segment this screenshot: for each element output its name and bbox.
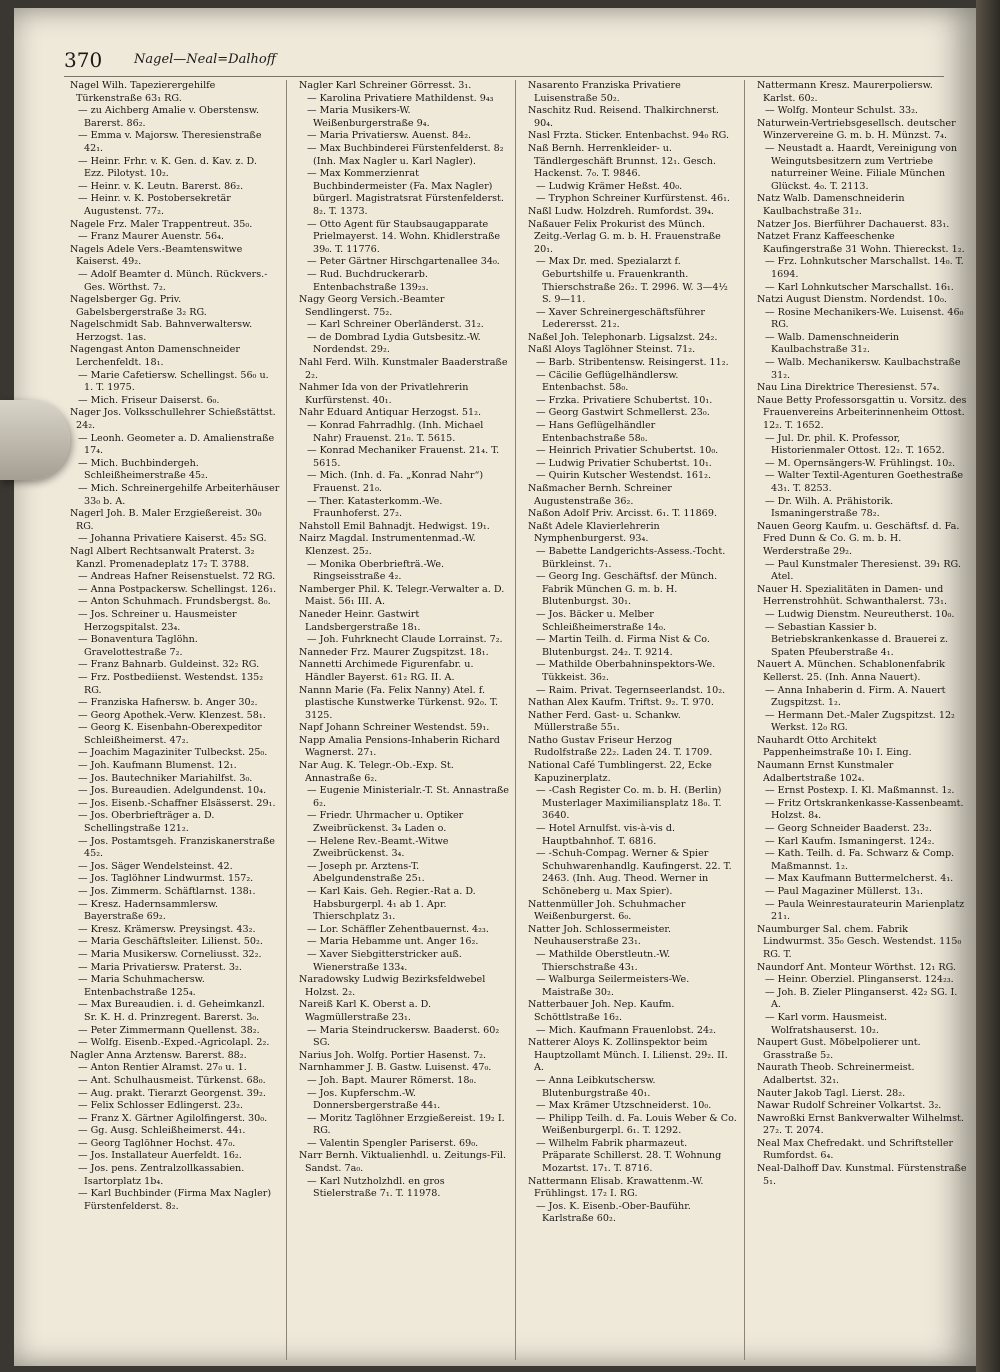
directory-entry: — Rud. Buchdruckerarb. Entenbachstraße 139₂₃. <box>307 268 429 293</box>
directory-entry: Nauert A. München. Schablonenfabrik Kellerst. 25. (Inh. Anna Nauert). <box>757 659 945 683</box>
directory-entry: — Kresz. Krämersw. Preysingst. 43₂. <box>78 923 256 935</box>
directory-entry: Napf Johann Schreiner Westendst. 59₁. <box>299 722 490 734</box>
directory-entry: — zu Aichberg Amalie v. Oberstensw. Barerst. 86₂. <box>78 105 260 129</box>
directory-entry: — Karl Kais. Geh. Regier.-Rat a. D. Habsburgerpl. 4₁ ab 1. Apr. Thierschplatz 3₁. <box>307 886 476 923</box>
directory-entry: Naßmacher Bernh. Schreiner Augustenstraße 36₂. <box>528 483 672 507</box>
directory-entry: — Franz Maurer Auenstr. 56₄. <box>78 231 224 243</box>
directory-entry: — Maria Steindruckersw. Baaderst. 60₂ SG. <box>307 1024 500 1049</box>
directory-entry: Nagele Frz. Maler Trappentreut. 35₀. <box>70 218 253 230</box>
directory-entry: — Walb. Damenschneiderin Kaulbachstraße 31₂. <box>765 331 900 356</box>
directory-entry: — Jos. Oberbriefträger a. D. Schellingstraße 121₂. <box>78 810 215 835</box>
directory-entry: — Heinr. v. K. Postobersekretär Augustenst. 77₂. <box>78 193 231 217</box>
directory-entry: — Rosine Mechanikers-We. Luisenst. 46₀ RG. <box>765 306 964 331</box>
directory-entry: — Georg Ing. Geschäftsf. der Münch. Fabrik München G. m. b. H. Blutenburgst. 30₁. <box>536 571 718 608</box>
directory-entry: Naßauer Felix Prokurist des Münch. Zeitg.-Verlag G. m. b. H. Frauenstraße 20₁. <box>528 218 721 255</box>
directory-entry: — Franz Bahnarb. Guldeinst. 32₂ RG. <box>78 659 260 671</box>
directory-entry: — Maria Privatiersw. Auenst. 84₂. <box>307 130 472 142</box>
directory-entry: — Joh. B. Zieler Plinganserst. 42₂ SG. I. A. <box>765 986 958 1011</box>
directory-entry: Nannn Marie (Fa. Felix Nanny) Atel. f. plastische Kunstwerke Türkenst. 92₀. T. 3125. <box>299 684 498 721</box>
directory-entry: — -Schuh-Compag. Werner & Spier Schuhwarenhandlg. Kaufingerst. 22. T. 2463. (Inh. Aug. Theod. Werner in Schöneberg u. Max Spier). <box>536 848 732 897</box>
directory-entry: Nannetti Archimede Figurenfabr. u. Händler Bayerst. 61₂ RG. II. A. <box>299 659 474 683</box>
directory-entry: Nagel Wilh. Tapezierergehilfe Türkenstraße 63₁ RG. <box>70 80 216 104</box>
directory-entry: — Joh. Kaufmann Blumenst. 12₁. <box>78 760 237 772</box>
directory-entry: Nattermann Kresz. Maurerpoliersw. Karlst. 60₂. <box>757 80 933 104</box>
directory-entry: Naschitz Rud. Reisend. Thalkirchnerst. 90₄. <box>528 105 719 129</box>
directory-entry: — Jos. Schreiner u. Hausmeister Herzogspitalst. 23₄. <box>78 608 237 633</box>
directory-entry: Nattermann Elisab. Krawattenm.-W. Frühlingst. 17₂ I. RG. <box>528 1175 704 1200</box>
directory-entry: — Heinr. v. K. Leutn. Barerst. 86₂. <box>78 180 244 192</box>
directory-entry: — Walter Textil-Agenturen Goethestraße 43₁. T. 8253. <box>765 470 964 494</box>
directory-entry: — Philipp Teilh. d. Fa. Louis Weber & Co. Weißenburgerpl. 6₁. T. 1292. <box>536 1112 737 1137</box>
directory-entry: — Ant. Schulhausmeist. Türkenst. 68₀. <box>78 1074 266 1086</box>
directory-entry: — Jos. Bautechniker Mariahilfst. 3₀. <box>78 772 253 784</box>
directory-entry: Naßl Aloys Taglöhner Steinst. 71₂. <box>528 344 696 356</box>
directory-entry: — Valentin Spengler Pariserst. 69₀. <box>307 1137 479 1149</box>
column-4 <box>751 80 974 1360</box>
directory-entry: Naßon Adolf Priv. Arcisst. 6₁. T. 11869. <box>528 508 717 520</box>
directory-entry: Nauter Jakob Tagl. Lierst. 28₂. <box>757 1087 906 1099</box>
directory-entry: — Karl Schreiner Oberländerst. 31₂. <box>307 319 484 331</box>
directory-entry: — Hans Geflügelhändler Entenbachstraße 58₀. <box>536 420 656 444</box>
directory-columns <box>64 80 974 1360</box>
directory-entry: — Jos. Bäcker u. Melber Schleißheimerstraße 14₀. <box>536 608 666 633</box>
directory-entry: — M. Opernsängers-W. Frühlingst. 10₂. <box>765 457 956 469</box>
directory-entry: — Anton Rentier Alramst. 27₀ u. 1. <box>78 1062 247 1074</box>
directory-entry: Napp Amalia Pensions-Inhaberin Richard Wagnerst. 27₁. <box>299 734 500 759</box>
adjacent-page-edge <box>976 0 1000 1372</box>
directory-entry: Nairz Magdal. Instrumentenmad.-W. Klenzest. 25₂. <box>299 533 476 557</box>
directory-entry: — Karl Lohnkutscher Marschallst. 16₁. <box>765 281 954 293</box>
directory-entry: Nathan Alex Kaufm. Triftst. 9₂. T. 970. <box>528 697 714 709</box>
directory-entry: — Jos. Bureaudien. Adelgundenst. 10₄. <box>78 785 267 797</box>
directory-entry: — Emma v. Majorsw. Theresienstraße 42₁. <box>78 130 262 154</box>
directory-entry: — Bonaventura Taglöhn. Gravelottestraße 7₂. <box>78 634 198 658</box>
directory-entry: Naturwein-Vertriebsgesellsch. deutscher Winzervereine G. m. b. H. Münzst. 7₄. <box>757 117 956 142</box>
directory-entry: — Barb. Stribentensw. Reisingerst. 11₂. <box>536 357 729 369</box>
directory-entry: — Heinr. Oberziel. Plinganserst. 124₂₃. <box>765 974 954 986</box>
directory-entry: — Mathilde Oberstleutn.-W. Thierschstraße 43₁. <box>536 948 671 973</box>
directory-entry: — Kath. Teilh. d. Fa. Schwarz & Comp. Maßmannst. 1₂. <box>765 848 955 872</box>
directory-entry: — Heinrich Privatier Schubertst. 10₀. <box>536 445 719 457</box>
directory-entry: — Franz X. Gärtner Agilolfingerst. 30₀. <box>78 1112 268 1124</box>
directory-entry: — Mich. Friseur Daiserst. 6₀. <box>78 394 220 406</box>
directory-entry: — Max Buchbinderei Fürstenfelderst. 8₂ (Inh. Max Nagler u. Karl Nagler). <box>307 142 504 167</box>
directory-entry: Naupert Gust. Möbelpolierer unt. Grasstraße 5₂. <box>757 1037 921 1061</box>
directory-entry: — Jos. Taglöhner Lindwurmst. 157₂. <box>78 873 254 885</box>
directory-entry: Nahstoll Emil Bahnadjt. Hedwigst. 19₁. <box>299 520 490 532</box>
column-2 <box>293 80 516 1360</box>
directory-entry: Nareiß Karl K. Oberst a. D. Wagmüllerstraße 23₁. <box>299 999 432 1023</box>
directory-entry: — Georg Gastwirt Schmellerst. 23₀. <box>536 407 710 419</box>
directory-entry: — Jos. Eisenb.-Schaffner Elsässerst. 29₁. <box>78 797 276 809</box>
directory-entry: — Jos. Installateur Auerfeldt. 16₂. <box>78 1150 242 1162</box>
directory-entry: Natho Gustav Friseur Herzog Rudolfstraße 22₂. Laden 24. T. 1709. <box>528 734 713 759</box>
directory-entry: — Karl Kaufm. Ismaningerst. 124₂. <box>765 835 935 847</box>
directory-entry: Natz Walb. Damenschneiderin Kaulbachstraße 31₂. <box>757 193 905 217</box>
directory-entry: Natter Joh. Schlossermeister. Neuhauserstraße 23₁. <box>528 923 671 948</box>
directory-entry: Nather Ferd. Gast- u. Schankw. Müllerstraße 55₁. <box>528 709 681 734</box>
directory-entry: Nasarento Franziska Privatiere Luisenstraße 50₂. <box>528 80 681 104</box>
directory-entry: — Max Bureaudien. i. d. Geheimkanzl. Sr. K. H. d. Prinzregent. Barerst. 3₀. <box>78 999 265 1023</box>
directory-entry: Naßt Adele Klavierlehrerin Nymphenburgerst. 93₄. <box>528 520 660 545</box>
directory-entry: — Paul Magaziner Müllerst. 13₁. <box>765 886 924 897</box>
directory-entry: Namberger Phil. K. Telegr.-Verwalter a. D. Maist. 56₁ III. A. <box>299 583 505 608</box>
directory-entry: Nawroßki Ernst Bankverwalter Wilhelmst. 27₂. T. 2074. <box>757 1112 964 1137</box>
directory-entry: — Dr. Wilh. A. Prähistorik. Ismaningerstraße 78₂. <box>765 495 894 520</box>
directory-entry: National Café Tumblingerst. 22, Ecke Kapuzinerplatz. <box>528 760 712 784</box>
directory-entry: Nauer H. Spezialitäten in Damen- und Herrenstrohhüt. Schwanthalerst. 73₁. <box>757 583 948 608</box>
directory-entry: Nahl Ferd. Wilh. Kunstmaler Baaderstraße 2₂. <box>299 357 508 381</box>
directory-entry: — Georg Taglöhner Hochst. 47₀. <box>78 1137 236 1149</box>
directory-entry: Nagelsberger Gg. Priv. Gabelsbergerstraße 3₂ RG. <box>70 294 207 318</box>
directory-entry: Narr Bernh. Viktualienhdl. u. Zeitungs-Fil. Sandst. 7a₀. <box>299 1150 507 1175</box>
directory-entry: — Fritz Ortskrankenkasse-Kassenbeamt. Holzst. 8₄. <box>765 797 964 822</box>
directory-entry: — Tryphon Schreiner Kurfürstenst. 46₁. <box>536 193 730 205</box>
directory-entry: — Gg. Ausg. Schleißheimerst. 44₁. <box>78 1125 246 1137</box>
directory-entry: Nagler Karl Schreiner Görresst. 3₁. <box>299 80 472 91</box>
directory-entry: — Cäcilie Geflügelhändlersw. Entenbachst. 58₀. <box>536 369 679 394</box>
page-range-heading: Nagel—Neal=Dalhoff <box>134 52 276 67</box>
directory-entry: — Wilhelm Fabrik pharmazeut. Präparate Schillerst. 28. T. Wohnung Mozartst. 17₁. T. 8716. <box>536 1137 722 1175</box>
directory-entry: — Hermann Det.-Maler Zugspitzst. 12₂ Werkst. 12₀ RG. <box>765 709 955 734</box>
directory-entry: Nasl Frzta. Sticker. Entenbachst. 94₀ RG. <box>528 130 729 142</box>
directory-entry: Nagler Anna Arztensw. Barerst. 88₂. <box>70 1049 247 1061</box>
directory-entry: — Wolfg. Monteur Schulst. 33₂. <box>765 105 918 117</box>
directory-entry: — Jos. Postamtsgeh. Franziskanerstraße 45₂. <box>78 835 275 860</box>
directory-entry: — Marie Cafetiersw. Schellingst. 56₀ u. 1. T. 1975. <box>78 369 269 394</box>
directory-entry: — Peter Gärtner Hirschgartenallee 34₀. <box>307 256 500 268</box>
directory-entry: Naßl Ludw. Holzdreh. Rumfordst. 39₄. <box>528 205 714 217</box>
directory-entry: Nagelschmidt Sab. Bahnverwaltersw. Herzogst. 1as. <box>70 319 253 343</box>
directory-entry: — Jos. Säger Wendelsteinst. 42. <box>78 860 233 872</box>
directory-entry: — Franziska Hafnersw. b. Anger 30₂. <box>78 697 258 709</box>
directory-entry: — Georg K. Eisenbahn-Oberexpeditor Schleißheimerst. 47₂. <box>78 722 262 746</box>
directory-entry: — Mich. Schreinergehilfe Arbeiterhäuser 33₀ b. A. <box>78 483 280 507</box>
directory-entry: — Jos. Zimmerm. Schäftlarnst. 138₁. <box>78 886 256 897</box>
directory-entry: — Raim. Privat. Tegernseerlandst. 10₂. <box>536 684 726 696</box>
directory-entry: Naumann Ernst Kunstmaler Adalbertstraße 102₄. <box>757 760 894 784</box>
column-1 <box>64 80 287 1360</box>
directory-entry: — Mich. Buchbindergeh. Schleißheimerstraße 45₂. <box>78 457 208 482</box>
directory-entry: Naß Bernh. Herrenkleider- u. Tändlergeschäft Brunnst. 12₁. Gesch. Hackenst. 7₀. T. 9846. <box>528 142 717 180</box>
directory-entry: Natterbauer Joh. Nep. Kaufm. Schöttlstraße 16₂. <box>528 999 675 1023</box>
directory-entry: — Jos. pens. Zentralzollkassabien. Isartorplatz 1b₄. <box>78 1163 245 1187</box>
directory-entry: Naurath Theob. Schreinermeist. Adalbertst. 32₁. <box>757 1062 915 1086</box>
directory-entry: — Maria Privatiersw. Praterst. 3₂. <box>78 961 242 973</box>
directory-entry: — Ludwig Privatier Schubertst. 10₁. <box>536 457 712 469</box>
directory-entry: — Maria Geschäftsleiter. Lilienst. 50₂. <box>78 936 263 948</box>
directory-entry: — Maria Schuhmachersw. Entenbachstraße 125₄. <box>78 974 205 998</box>
directory-entry: — Moritz Taglöhner Erzgießereist. 19₂ I. RG. <box>307 1112 505 1137</box>
page-header <box>64 46 944 77</box>
directory-entry: Nauhardt Otto Architekt Pappenheimstraße 10₁ I. Eing. <box>757 734 912 759</box>
directory-entry: — Joh. Fuhrknecht Claude Lorrainst. 7₂. <box>307 634 503 646</box>
directory-entry: — Johanna Privatiere Kaiserst. 45₂ SG. <box>78 533 267 545</box>
directory-entry: — Xaver Schreinergeschäftsführer Lederersst. 21₂. <box>536 306 705 331</box>
directory-entry: Natzi August Dienstm. Nordendst. 10₀. <box>757 294 947 306</box>
directory-entry: Nawar Rudolf Schreiner Volkartst. 3₂. <box>757 1100 942 1112</box>
directory-entry: — Mich. (Inh. d. Fa. „Konrad Nahr“) Frauenst. 21₀. <box>307 470 484 494</box>
page-number: 370 <box>64 48 103 72</box>
directory-entry: Narnhammer J. B. Gastw. Luisenst. 47₀. <box>299 1062 492 1074</box>
directory-entry: — Leonh. Geometer a. D. Amalienstraße 17₄. <box>78 432 275 457</box>
directory-entry: — Neustadt a. Haardt, Vereinigung von Weingutsbesitzern zum Vertriebe naturreiner Weine. Filiale München Glückst. 4₀. T. 2113. <box>765 142 958 192</box>
directory-entry: — Mathilde Oberbahninspektors-We. Tükkeist. 36₂. <box>536 659 716 683</box>
directory-entry: Nagl Albert Rechtsanwalt Praterst. 3₂ Kanzl. Promenadeplatz 17₂ T. 3788. <box>70 545 255 570</box>
directory-entry: — Paula Weinrestaurateurin Marienplatz 21₁. <box>765 898 965 923</box>
directory-entry: — Ernst Postexp. I. Kl. Maßmannst. 1₂. <box>765 785 955 797</box>
directory-entry: — Karl vorm. Hausmeist. Wolfratshauserst. 10₂. <box>765 1011 888 1036</box>
directory-entry: — Jul. Dr. phil. K. Professor, Historienmaler Ottost. 12₂. T. 1652. <box>765 432 945 457</box>
directory-entry: Nahmer Ida von der Privatlehrerin Kurfürstenst. 40₁. <box>299 382 469 406</box>
directory-entry: — Martin Teilh. d. Firma Nist & Co. Blutenburgst. 24₂. T. 9214. <box>536 634 710 658</box>
directory-entry: — Max Kaufmann Buttermelcherst. 4₁. <box>765 873 954 885</box>
directory-entry: — Walburga Seilermeisters-We. Maistraße 30₂. <box>536 974 690 998</box>
directory-entry: — Georg Schneider Baaderst. 23₂. <box>765 823 932 835</box>
directory-entry: — Ludwig Dienstm. Neureutherst. 10₀. <box>765 608 955 620</box>
directory-entry: — Frzka. Privatiere Schubertst. 10₁. <box>536 394 713 406</box>
directory-entry: — Lor. Schäffler Zehentbauernst. 4₂₃. <box>307 923 489 935</box>
directory-entry: — Ther. Katasterkomm.-We. Fraunhoferst. 27₂. <box>307 495 443 520</box>
directory-page <box>14 8 976 1366</box>
directory-entry: — Wolfg. Eisenb.-Exped.-Agricolapl. 2₂. <box>78 1037 270 1049</box>
directory-entry: — -Cash Register Co. m. b. H. (Berlin) Musterlager Maximiliansplatz 18₀. T. 3640. <box>536 785 722 822</box>
directory-entry: — Hotel Arnulfst. vis-à-vis d. Hauptbahnhof. T. 6816. <box>536 823 676 847</box>
directory-entry: — Anton Schuhmach. Frundsbergst. 8₀. <box>78 596 271 608</box>
directory-entry: Naßel Joh. Telephonarb. Ligsalzst. 24₂. <box>528 331 718 343</box>
directory-entry: — Xaver Siebgitterstricker auß. Wienerstraße 133₄. <box>307 948 462 973</box>
directory-entry: — Maria Hebamme unt. Anger 16₂. <box>307 936 479 948</box>
directory-entry: Nager Jos. Volksschullehrer Schießstättst. 24₂. <box>70 407 276 432</box>
directory-entry: Nau Lina Direktrice Theresienst. 57₄. <box>757 382 940 394</box>
directory-entry: — Max Kommerzienrat Buchbindermeister (Fa. Max Nagler) bürgerl. Magistratsrat Fürstenfelderst. 8₂. T. 1373. <box>307 168 504 217</box>
directory-entry: Nagerl Joh. B. Maler Erzgießereist. 30₀ RG. <box>70 508 262 532</box>
directory-entry: — Monika Oberbriefträ.-We. Ringseisstraße 4₂. <box>307 558 445 583</box>
directory-entry: Natzer Jos. Bierführer Dachauerst. 83₁. <box>757 218 950 230</box>
directory-entry: — Max Krämer Utzschneiderst. 10₀. <box>536 1100 712 1112</box>
directory-entry: — Georg Apothek.-Verw. Klenzest. 58₁. <box>78 709 266 721</box>
directory-entry: Narius Joh. Wolfg. Portier Hasenst. 7₂. <box>299 1049 487 1061</box>
directory-entry: Neal Max Chefredakt. und Schriftsteller Rumfordst. 6₄. <box>757 1137 954 1162</box>
directory-entry: — Andreas Hafner Reisenstuelst. 72 RG. <box>78 571 276 583</box>
directory-entry: — Jos. Kupferschm.-W. Donnersbergerstraße 44₁. <box>307 1087 441 1112</box>
directory-entry: — Ludwig Krämer Heßst. 40₀. <box>536 180 683 192</box>
directory-entry: Naradowsky Ludwig Bezirksfeldwebel Holzst. 2₂. <box>299 974 486 998</box>
directory-entry: — Kresz. Hadernsammlersw. Bayerstraße 69₂. <box>78 898 219 923</box>
directory-entry: Nagy Georg Versich.-Beamter Sendlingerst. 75₂. <box>299 294 445 318</box>
directory-entry: Neal-Dalhoff Dav. Kunstmal. Fürstenstraße 5₁. <box>757 1163 967 1187</box>
directory-entry: — Joseph pr. Arztens-T. Abelgundenstraße 25₁. <box>307 860 425 885</box>
directory-entry: — Friedr. Uhrmacher u. Optiker Zweibrückenst. 3₄ Laden o. <box>307 810 464 835</box>
directory-entry: — Walb. Mechanikersw. Kaulbachstraße 31₂. <box>765 357 961 381</box>
directory-entry: Nahr Eduard Antiquar Herzogst. 51₂. <box>299 407 482 419</box>
directory-entry: Naumburger Sal. chem. Fabrik Lindwurmst. 35₀ Gesch. Westendst. 115₀ RG. T. <box>757 923 962 960</box>
directory-entry: — Sebastian Kassier b. Betriebskrankenkasse d. Brauerei z. Spaten Pfeuberstraße 4₁. <box>765 621 948 658</box>
directory-entry: — Anna Leibkutschersw. Blutenburgstraße 40₁. <box>536 1074 656 1099</box>
column-3 <box>522 80 745 1360</box>
directory-entry: — Adolf Beamter d. Münch. Rückvers.-Ges. Wörthst. 7₂. <box>78 268 268 293</box>
directory-entry: — Mich. Kaufmann Frauenlobst. 24₂. <box>536 1024 716 1036</box>
directory-entry: — Karolina Privatiere Mathildenst. 9₄₃ <box>307 92 494 104</box>
directory-entry: — Paul Kunstmaler Theresienst. 39₁ RG. Atel. <box>765 558 961 583</box>
directory-entry: Naue Betty Professorsgattin u. Vorsitz. des Frauenvereins Arbeiterinnenheim Ottost. 12₂. T. 1652. <box>757 394 967 432</box>
directory-entry: — Eugenie Ministerialr.-T. St. Annastraße 6₂. <box>307 785 509 809</box>
directory-entry: Nagels Adele Vers.-Beamtenswitwe Kaiserst. 49₂. <box>70 243 243 268</box>
directory-entry: Naneder Heinr. Gastwirt Landsbergerstraße 18₁. <box>299 608 421 633</box>
directory-entry: Nar Aug. K. Telegr.-Ob.-Exp. St. Annastraße 6₂. <box>299 760 454 784</box>
directory-entry: — Peter Zimmermann Quellenst. 38₂. <box>78 1024 260 1036</box>
directory-entry: — Otto Agent für Staubsaugapparate Prielmayerst. 14. Wohn. Khidlerstraße 39₀. T. 11776. <box>307 218 501 255</box>
directory-entry: Nagengast Anton Damenschneider Lerchenfeldt. 18₁. <box>70 344 240 369</box>
directory-entry: — Karl Nutzholzhdl. en gros Stielerstraße 7₁. T. 11978. <box>307 1175 445 1200</box>
directory-entry: — Joachim Magaziniter Tulbeckst. 25₀. <box>78 747 268 759</box>
directory-entry: Natzet Franz Kaffeeschenke Kaufingerstraße 31 Wohn. Thiereckst. 1₂. <box>757 231 965 255</box>
directory-entry: — Jos. K. Eisenb.-Ober-Bauführ. Karlstraße 60₂. <box>536 1200 691 1225</box>
directory-entry: — Heinr. Frhr. v. K. Gen. d. Kav. z. D. Ezz. Pilotyst. 10₂. <box>78 155 257 180</box>
directory-entry: Nauen Georg Kaufm. u. Geschäftsf. d. Fa. Fred Dunn & Co. G. m. b. H. Werderstraße 29₂. <box>757 520 960 557</box>
directory-entry: — de Dombrad Lydia Gutsbesitz.-W. Nordendst. 29₂. <box>307 331 481 356</box>
directory-entry: — Frz. Lohnkutscher Marschallst. 14₀. T. 1694. <box>765 256 964 280</box>
directory-entry: — Helene Rev.-Beamt.-Witwe Zweibrückenst. 3₄. <box>307 835 449 860</box>
directory-entry: Natterer Aloys K. Zollinspektor beim Hauptzollamt Münch. I. Lilienst. 29₂. II. A. <box>528 1037 728 1074</box>
directory-entry: — Maria Musikers-W. Weißenburgerstraße 9₄. <box>307 105 430 129</box>
directory-entry: — Anna Inhaberin d. Firm. A. Nauert Zugspitzst. 1₂. <box>765 684 946 709</box>
directory-entry: — Joh. Bapt. Maurer Römerst. 18₀. <box>307 1074 477 1086</box>
directory-entry: Naundorf Ant. Monteur Wörthst. 12₁ RG. <box>757 961 956 973</box>
directory-entry: — Karl Buchbinder (Firma Max Nagler) Fürstenfelderst. 8₂. <box>78 1188 272 1212</box>
directory-entry: — Aug. prakt. Tierarzt Georgenst. 39₂. <box>78 1087 266 1099</box>
directory-entry: — Quirin Kutscher Westendst. 161₂. <box>536 470 712 482</box>
directory-entry: — Anna Postpackersw. Schellingst. 126₁. <box>78 583 277 595</box>
directory-entry: — Babette Landgerichts-Assess.-Tocht. Bürkleinst. 7₁. <box>536 545 726 570</box>
directory-entry: — Felix Schlosser Edlingerst. 23₂. <box>78 1100 244 1112</box>
directory-entry: Nattenmüller Joh. Schuhmacher Weißenburgerst. 6₀. <box>528 898 686 923</box>
directory-entry: Nanneder Frz. Maurer Zugspitzst. 18₁. <box>299 646 489 658</box>
directory-entry: — Max Dr. med. Spezialarzt f. Geburtshilfe u. Frauenkranth. Thierschstraße 26₂. T. 2996. W. 3—4½ S. 9—11. <box>536 256 728 306</box>
directory-entry: — Konrad Mechaniker Frauenst. 21₄. T. 5615. <box>307 445 500 469</box>
directory-entry: — Konrad Fahrradhlg. (Inh. Michael Nahr) Frauenst. 21₀. T. 5615. <box>307 420 484 444</box>
directory-entry: — Maria Musikersw. Corneliusst. 32₂. <box>78 948 262 960</box>
directory-entry: — Frz. Postbediienst. Westendst. 135₂ RG. <box>78 671 264 696</box>
